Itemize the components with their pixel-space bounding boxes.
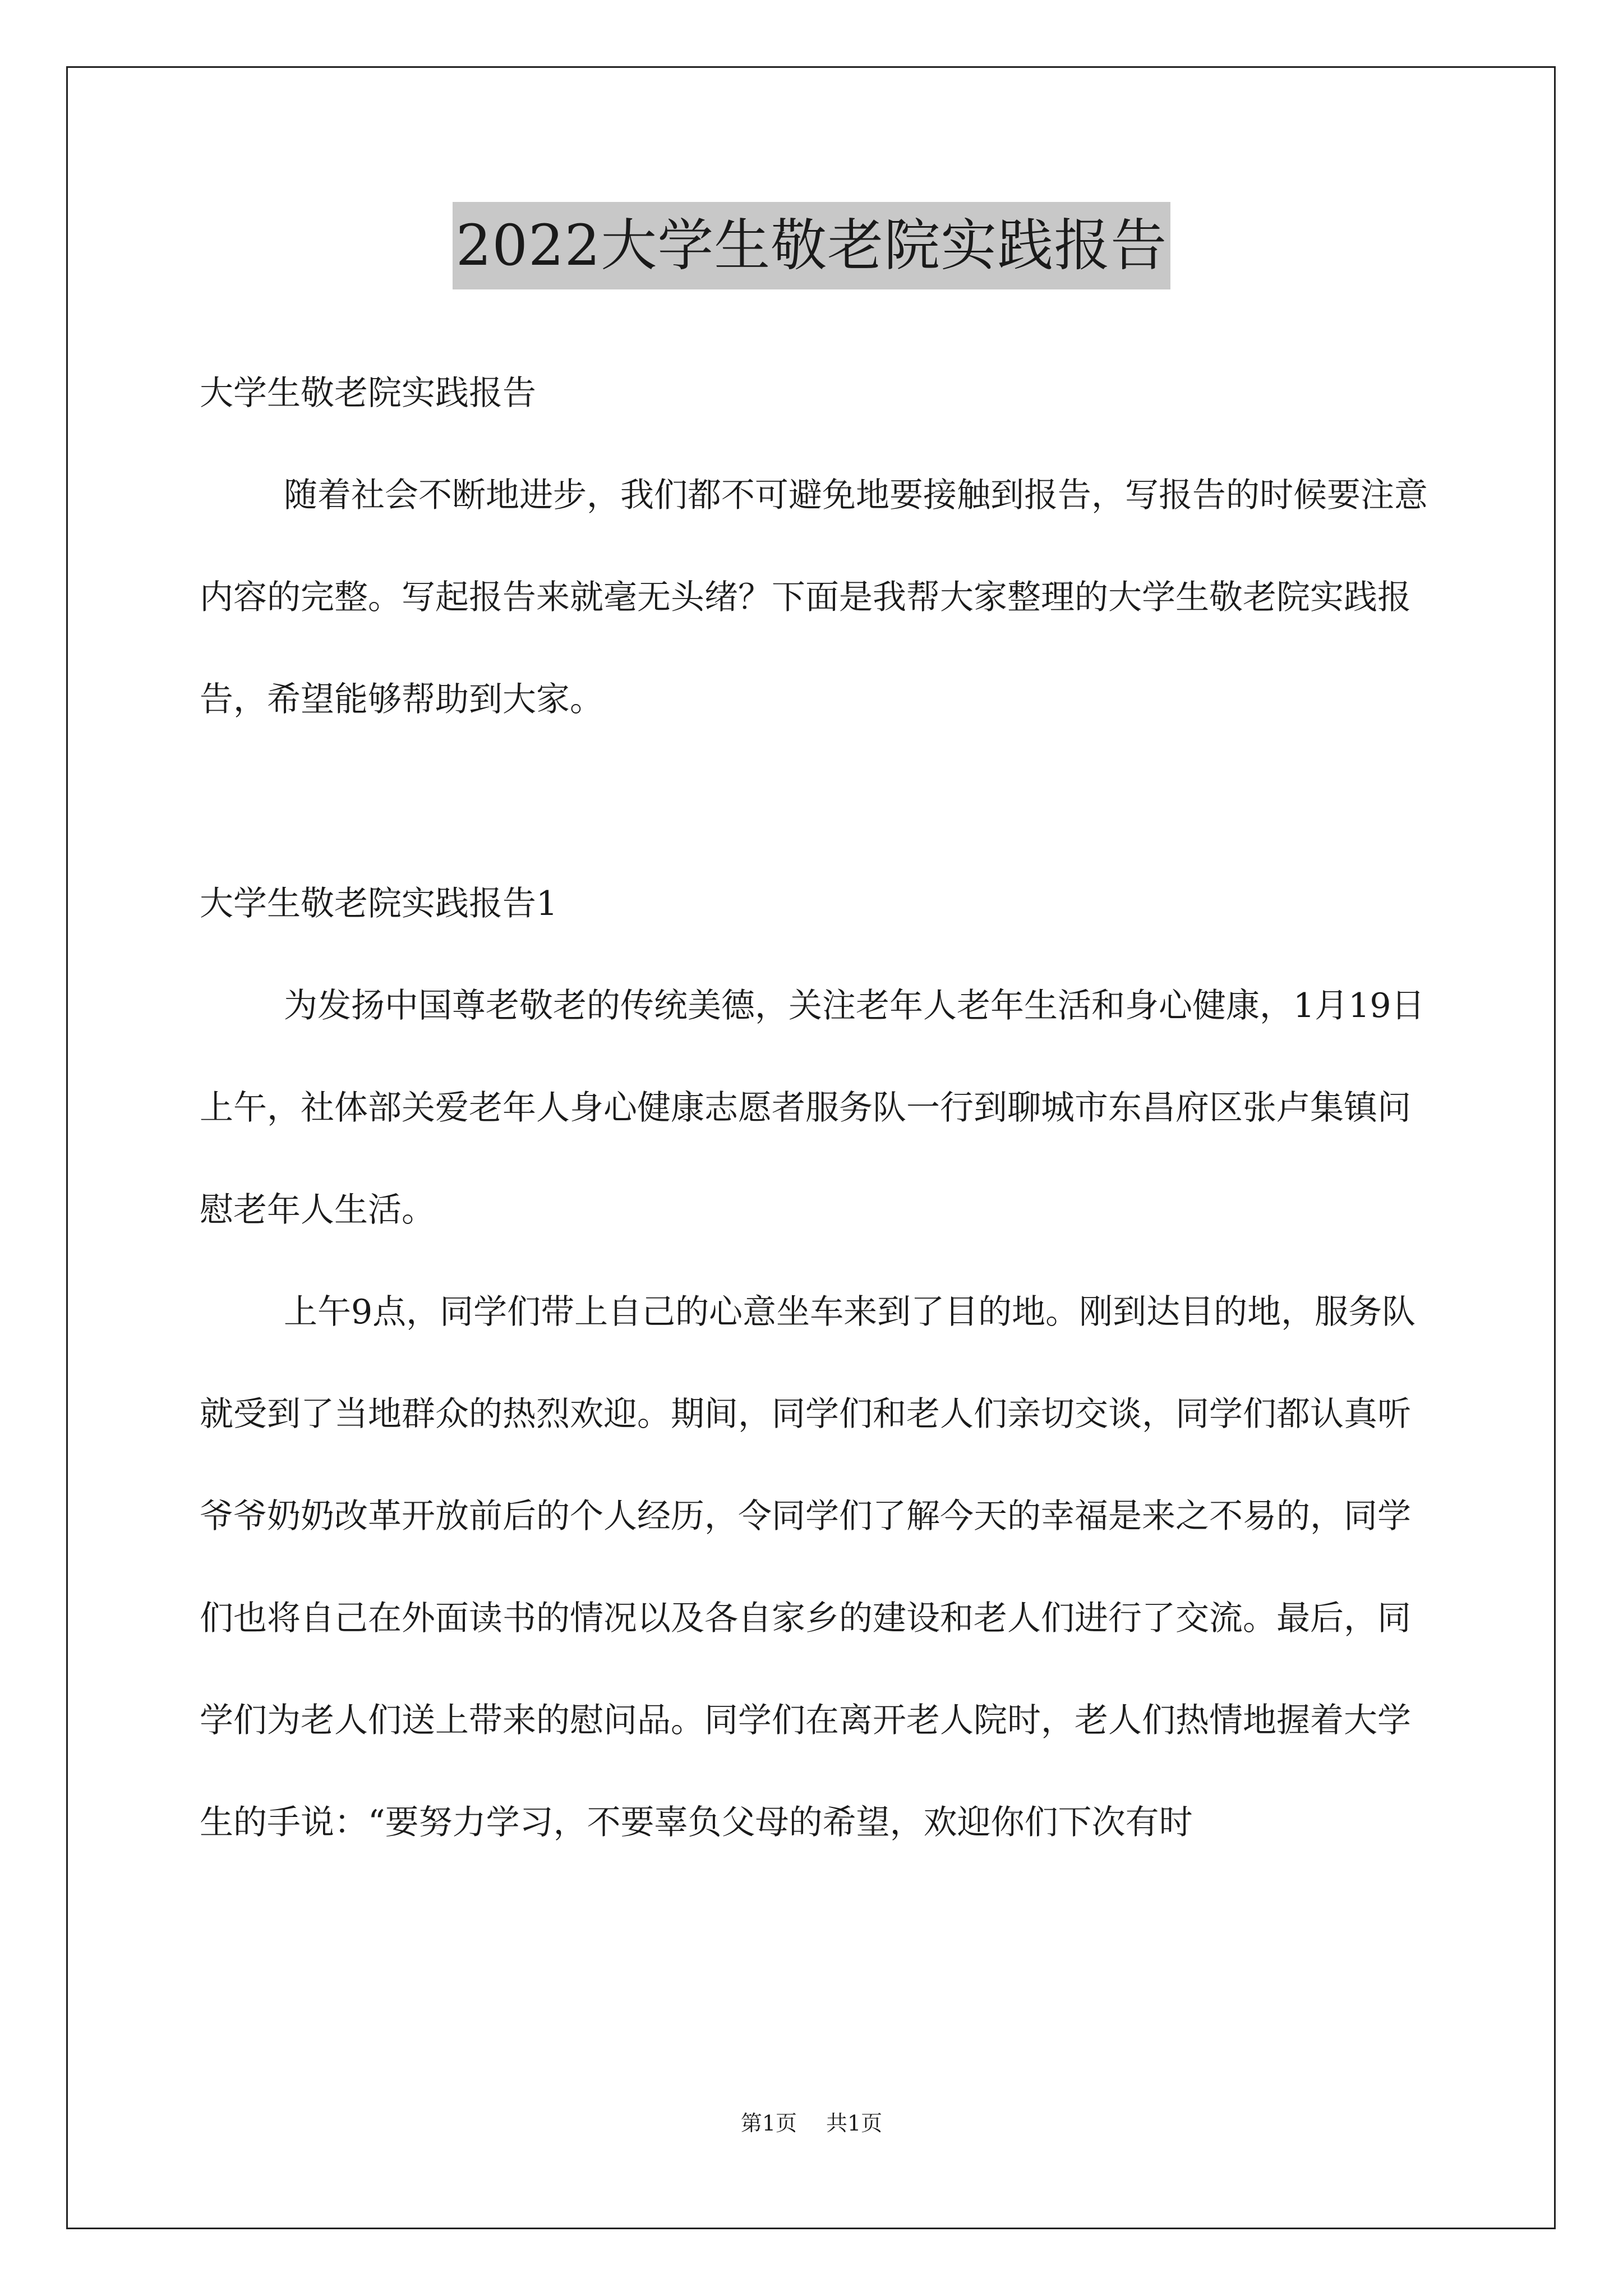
document-body [200,342,1428,1874]
page-number-current: 第1页 [740,2111,797,2136]
page-number-total: 共1页 [826,2111,883,2136]
section-spacer [200,751,1428,853]
body-paragraph-2: 上午9点，同学们带上自己的心意坐车来到了目的地。刚到达目的地，服务队就受到了当地群众的热烈欢迎。期间，同学们和老人们亲切交谈，同学们都认真听爷爷奶奶改革开放前后的个人经历，令同学们了解今天的幸福是来之不易的，同学们也将自己在外面读书的情况以及各自家乡的建设和老人们进行了交流。最后，同学们为老人们送上带来的慰问品。同学们在离开老人院时，老人们热情地握着大学生的手说：“要努力学习，不要辜负父母的希望，欢迎你们下次有时 [200,1292,1416,1842]
document-title: 2022大学生敬老院实践报告 [453,202,1171,289]
document-subtitle: 大学生敬老院实践报告 [200,374,536,413]
body-paragraph-1: 为发扬中国尊老敬老的传统美德，关注老年人老年生活和身心健康，1月19日上午，社体部关爱老年人身心健康志愿者服务队一行到聊城市东昌府区张卢集镇问慰老年人生活。 [200,986,1425,1230]
page-footer [0,2106,1623,2140]
section-heading: 大学生敬老院实践报告1 [200,884,558,923]
intro-paragraph: 随着社会不断地进步，我们都不可避免地要接触到报告，写报告的时候要注意内容的完整。写起报告来就毫无头绪？下面是我帮大家整理的大学生敬老院实践报告，希望能够帮助到大家。 [200,476,1428,719]
title-container [0,202,1623,289]
